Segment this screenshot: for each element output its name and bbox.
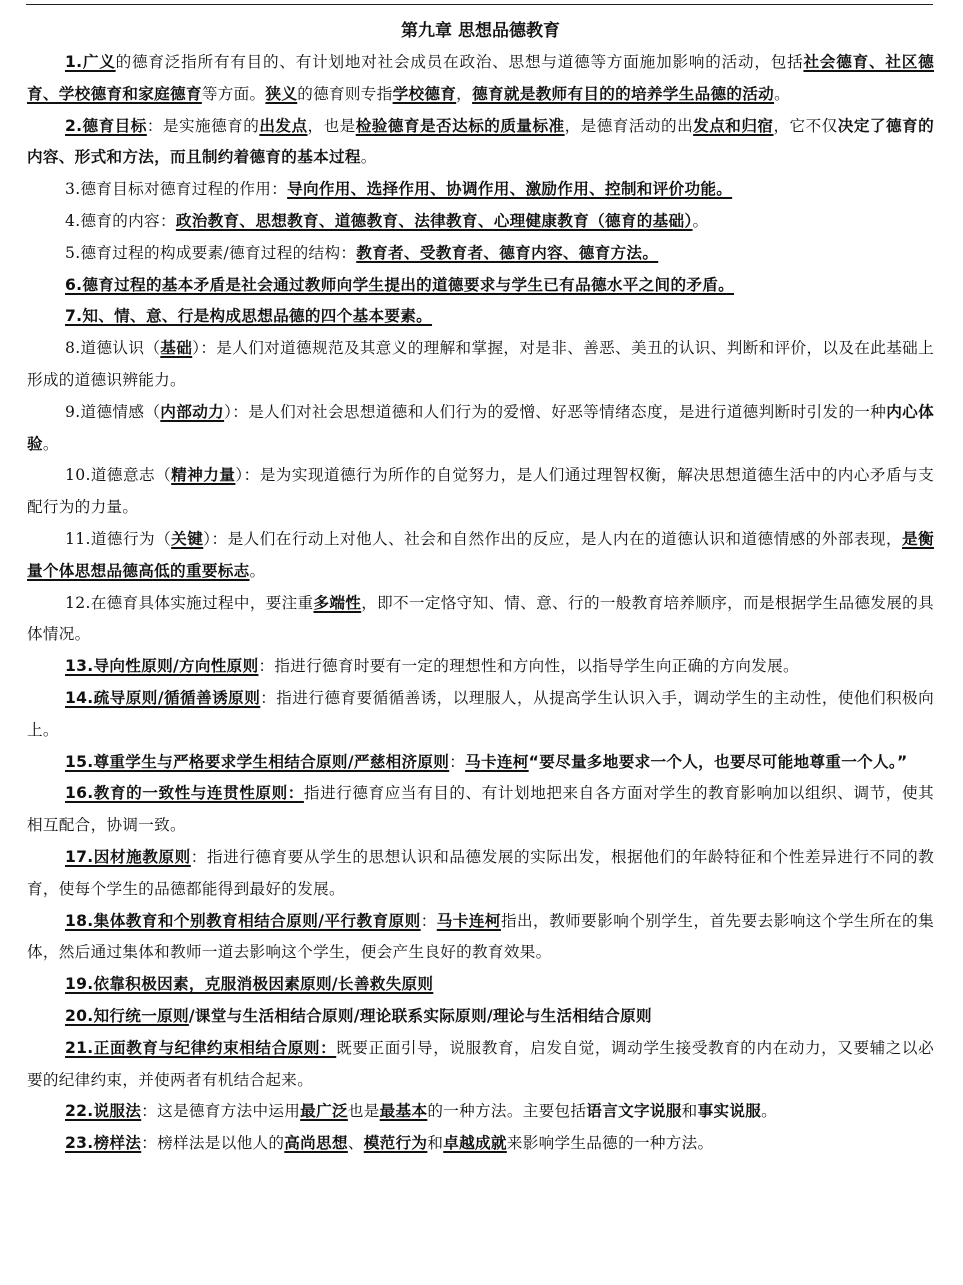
paragraph-4-segment: 政治教育、思想教育、道德教育、法律教育、心理健康教育（德育的基础）: [175, 211, 693, 230]
paragraph-23-segment: 卓越成就: [443, 1134, 507, 1153]
paragraph-13-segment: ：指进行德育时要有一定的理想性和方向性，以指导学生向正确的方向发展。: [258, 657, 799, 676]
paragraph-19-segment: 19.依靠积极因素，克服消极因素原则/长善救失原则: [65, 975, 434, 994]
header-rule: [26, 4, 933, 5]
paragraph-17: [27, 842, 934, 906]
paragraph-22-segment: 。: [761, 1102, 778, 1121]
paragraph-15-segment: “要尽量多地要求一个人，也要尽可能地尊重一个人。”: [528, 752, 908, 771]
paragraph-1-segment: 的德育泛指所有有目的、有计划地对社会成员在政治、思想与道德等方面施加影响的活动，包括: [115, 53, 804, 71]
paragraph-2-segment: ，它不仅: [773, 116, 838, 135]
paragraph-23-segment: ：榜样法是以他人的: [141, 1134, 285, 1153]
paragraph-22-segment: 最基本: [379, 1102, 428, 1121]
paragraph-22-segment: 也是: [347, 1102, 380, 1121]
paragraph-2-segment: 2.德育目标: [65, 116, 147, 135]
paragraph-10-segment: 10.道德意志（: [65, 466, 172, 485]
paragraph-16-segment: 指进行德育应当有目的、有计划地把来自各方面对学生的教育影响加以组织、调节，使其相互配合，协调一致。: [27, 784, 934, 835]
paragraph-2-segment: 出发点: [259, 116, 308, 135]
paragraph-1-segment: ，: [456, 84, 473, 103]
paragraph-11-segment: ）：是人们在行动上对他人、社会和自然作出的反应，是人内在的道德认识和道德情感的外部表现，: [203, 529, 903, 548]
paragraph-18-segment: 马卡连柯: [436, 911, 501, 930]
document-body: [27, 47, 934, 1160]
paragraph-22-segment: 22.说服法: [65, 1102, 142, 1121]
paragraph-8: [27, 333, 934, 397]
paragraph-11-segment: 关键: [171, 529, 204, 548]
paragraph-8-segment: 8.道德认识（: [65, 339, 161, 358]
paragraph-15-segment: 15.尊重学生与严格要求学生相结合原则/严慈相济原则: [65, 752, 450, 771]
paragraph-16: [27, 778, 934, 842]
paragraph-23-segment: 23.榜样法: [65, 1134, 142, 1153]
paragraph-5-segment: 教育者、受教育者、德育内容、德育方法。: [356, 243, 659, 262]
paragraph-20-segment: /课堂与生活相结合原则/理论联系实际原则/理论与生活相结合原则: [188, 1006, 652, 1025]
paragraph-3: [27, 174, 934, 206]
paragraph-23-segment: 和: [427, 1134, 444, 1153]
paragraph-10-segment: 精神力量: [171, 466, 236, 485]
paragraph-11: [27, 524, 934, 588]
paragraph-18-segment: 18.集体教育和个别教育相结合原则/平行教育原则: [65, 911, 421, 930]
paragraph-3-segment: 导向作用、选择作用、协调作用、激励作用、控制和评价功能。: [287, 180, 733, 199]
paragraph-14: [27, 683, 934, 747]
paragraph-5-segment: 5.德育过程的构成要素/德育过程的结构：: [65, 243, 357, 262]
paragraph-8-segment: 基础: [160, 339, 193, 358]
paragraph-23-segment: 来影响学生品德的一种方法。: [506, 1134, 714, 1153]
paragraph-15-segment: 马卡连柯: [465, 752, 529, 771]
paragraph-19: [27, 969, 934, 1001]
paragraph-13: [27, 651, 934, 683]
paragraph-1-segment: 。: [774, 84, 790, 103]
paragraph-4: [27, 206, 934, 238]
paragraph-22-segment: 和: [681, 1102, 698, 1121]
paragraph-15-segment: ：: [449, 752, 466, 771]
paragraph-1: [27, 47, 934, 111]
chapter-title: 第九章 思想品德教育: [401, 21, 560, 41]
paragraph-12-segment: ，即不一定恪守知、情、意、行的一般教育培养顺序，而是根据学生品德发展的具体情况。: [27, 593, 934, 644]
paragraph-1-segment: 社会德育、社区德育、学校德育和家庭德育: [27, 53, 935, 103]
paragraph-23-segment: 模范行为: [363, 1134, 428, 1153]
paragraph-9-segment: 9.道德情感（: [65, 402, 161, 421]
paragraph-1-segment: 等方面。: [201, 84, 266, 103]
paragraph-12-segment: 12.在德育具体实施过程中，要注重: [65, 593, 314, 612]
paragraph-9-segment: ）：是人们对社会思想道德和人们行为的爱憎、好恶等情绪态度，是进行道德判断时引发的一种: [224, 402, 887, 421]
document-page: [27, 17, 934, 1160]
paragraph-17-segment: ：指进行德育要从学生的思想认识和品德发展的实际出发，根据他们的年龄特征和个性差异进行不同的教育，使每个学生的品德都能得到最好的发展。: [27, 847, 934, 898]
paragraph-16-segment: 16.教育的一致性与连贯性原则：: [65, 784, 304, 803]
paragraph-14-segment: 14.疏导原则/循循善诱原则: [65, 688, 261, 707]
paragraph-18: [27, 906, 934, 970]
paragraph-12-segment: 多端性: [313, 593, 362, 612]
paragraph-1-segment: 狭义: [265, 84, 298, 103]
paragraph-22-segment: 的一种方法。主要包括: [427, 1102, 587, 1121]
paragraph-2-segment: ，也是: [307, 116, 356, 135]
paragraph-23: [27, 1128, 934, 1160]
paragraph-11-segment: 。: [249, 561, 266, 580]
paragraph-9-segment: 内部动力: [160, 402, 225, 421]
paragraph-13-segment: 13.导向性原则/方向性原则: [65, 657, 259, 676]
paragraph-18-segment: ：: [420, 911, 437, 930]
paragraph-9-segment: 内心体验: [27, 402, 935, 453]
paragraph-2-segment: ，是德育活动的出: [564, 116, 694, 135]
paragraph-2-segment: 决定了德育的内容、形式和方法，而且制约着德育的基本过程: [27, 116, 934, 167]
paragraph-5: [27, 238, 934, 270]
paragraph-22-segment: ：这是德育方法中运用: [141, 1102, 301, 1121]
paragraph-7-segment: 7.知、情、意、行是构成思想品德的四个基本要素。: [65, 307, 433, 326]
paragraph-2-segment: ：是实施德育的: [146, 116, 260, 135]
paragraph-7: [27, 301, 934, 333]
paragraph-22: [27, 1096, 934, 1128]
paragraph-10: [27, 460, 934, 524]
paragraph-23-segment: 、: [347, 1134, 364, 1153]
paragraph-14-segment: ：指进行德育要循循善诱，以理服人，从提高学生认识入手，调动学生的主动性，使他们积极向上。: [27, 688, 934, 739]
paragraph-20-segment: 20.知行统一原则: [65, 1006, 189, 1025]
paragraph-22-segment: 事实说服: [697, 1102, 762, 1121]
paragraph-10-segment: ）：是为实现道德行为所作的自觉努力，是人们通过理智权衡，解决思想道德生活中的内心矛盾与支配行为的力量。: [27, 466, 934, 517]
paragraph-17-segment: 17.因材施教原则: [65, 847, 191, 866]
paragraph-6-segment: 6.德育过程的基本矛盾是社会通过教师向学生提出的道德要求与学生已有品德水平之间的矛盾。: [65, 275, 735, 294]
paragraph-20: [27, 1001, 934, 1033]
paragraph-2: [27, 111, 934, 175]
paragraph-18-segment: 指出，教师要影响个别学生，首先要去影响这个学生所在的集体，然后通过集体和教师一道去影响这个学生，便会产生良好的教育效果。: [27, 911, 934, 962]
paragraph-22-segment: 语言文字说服: [586, 1102, 682, 1121]
paragraph-23-segment: 高尚思想: [284, 1134, 348, 1153]
paragraph-8-segment: ）：是人们对道德规范及其意义的理解和掌握，对是非、善恶、美丑的认识、判断和评价，以及在此基础上形成的道德识辨能力。: [27, 339, 934, 389]
paragraph-11-segment: 是衡量个体思想品德高低的重要标志: [27, 529, 934, 580]
paragraph-2-segment: 。: [360, 148, 377, 167]
paragraph-2-segment: 发点和归宿: [693, 116, 774, 135]
paragraph-4-segment: 4.德育的内容：: [65, 211, 176, 230]
paragraph-1-segment: 1.广义: [65, 53, 116, 71]
paragraph-3-segment: 3.德育目标对德育过程的作用：: [65, 180, 288, 199]
paragraph-22-segment: 最广泛: [300, 1102, 348, 1121]
paragraph-21-segment: 21.正面教育与纪律约束相结合原则：: [65, 1038, 337, 1057]
paragraph-11-segment: 11.道德行为（: [65, 529, 172, 548]
paragraph-12: [27, 588, 934, 652]
paragraph-9-segment: 。: [42, 434, 59, 453]
paragraph-2-segment: 检验德育是否达标的质量标准: [355, 116, 565, 135]
paragraph-9: [27, 397, 934, 461]
paragraph-1-segment: 德育就是教师有目的的培养学生品德的活动: [472, 84, 775, 103]
paragraph-15: [27, 747, 934, 779]
paragraph-6: [27, 270, 934, 302]
paragraph-4-segment: 。: [692, 211, 709, 230]
paragraph-1-segment: 学校德育: [392, 84, 457, 103]
paragraph-21-segment: 既要正面引导，说服教育，启发自觉，调动学生接受教育的内在动力，又要辅之以必要的纪律约束，并使两者有机结合起来。: [27, 1038, 934, 1089]
paragraph-21: [27, 1033, 934, 1097]
paragraph-1-segment: 的德育则专指: [297, 84, 393, 103]
